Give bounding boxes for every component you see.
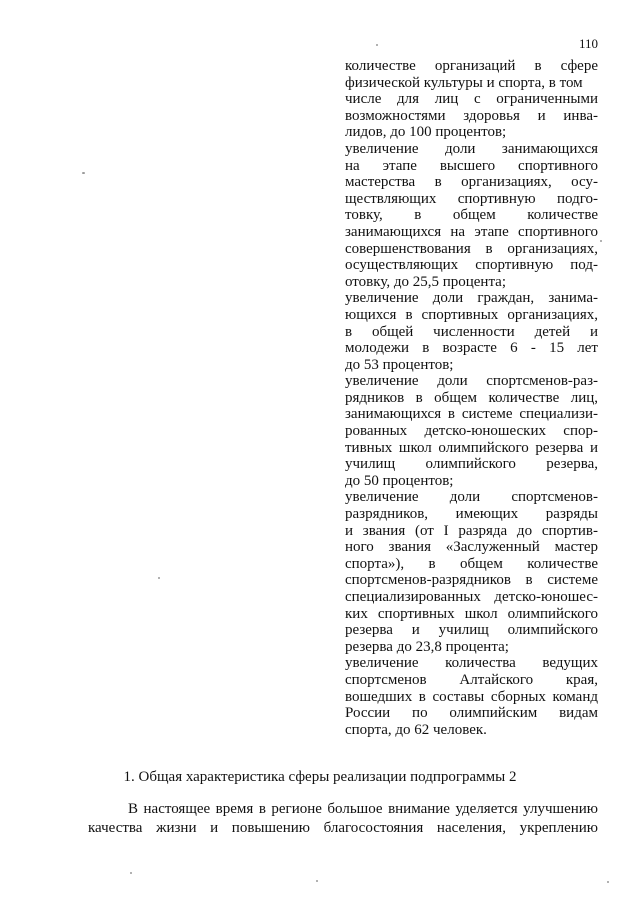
- text-line: занимающихся на этапе спортивного: [345, 223, 598, 240]
- text-line: тивных школ олимпийского резерва и: [345, 439, 598, 456]
- body-paragraph: [88, 800, 598, 838]
- page-number: 110: [578, 36, 598, 51]
- text-line: увеличение доли спортсменов-: [345, 489, 598, 506]
- text-line: России по олимпийским видам: [345, 705, 598, 722]
- text-line: увеличение доли граждан, занима-: [345, 290, 598, 307]
- text-line: рядников в общем количестве лиц,: [345, 389, 598, 406]
- text-line: ких спортивных школ олимпийского: [345, 605, 598, 622]
- text-line: увеличение количества ведущих: [345, 655, 598, 672]
- scan-speck: [158, 577, 160, 579]
- text-line: спортсменов-разрядников в системе: [345, 572, 598, 589]
- scan-speck: [600, 240, 602, 242]
- scan-speck: [130, 872, 132, 874]
- text-line: ющихся в спортивных организациях,: [345, 306, 598, 323]
- right-column-text: [345, 58, 598, 738]
- text-line: и звания (от I разряда до спортив-: [345, 522, 598, 539]
- text-line: физической культуры и спорта, в том: [345, 74, 583, 91]
- scan-speck: [376, 44, 378, 46]
- text-line: молодежи в возрасте 6 - 15 лет: [345, 340, 598, 357]
- text-line: специализированных детско-юношес-: [345, 589, 598, 605]
- text-line: разрядников, имеющих разряды: [345, 506, 598, 523]
- scan-speck: [82, 172, 85, 174]
- text-line: числе для лиц с ограниченными: [345, 91, 598, 108]
- text-line: в общей численности детей и: [345, 323, 598, 340]
- text-line: вошедших в составы сборных команд: [345, 688, 598, 705]
- text-line: ществляющих спортивную подго-: [345, 190, 598, 207]
- text-line: количестве организаций в сфере: [345, 58, 598, 74]
- text-line: резерва и училищ олимпийского: [345, 622, 598, 639]
- text-line: лидов, до 100 процентов;: [345, 124, 507, 141]
- text-line: до 50 процентов;: [345, 472, 454, 489]
- text-line: мастерства в организациях, осу-: [345, 174, 598, 191]
- scan-speck: [316, 880, 318, 882]
- text-line: до 53 процентов;: [345, 356, 454, 373]
- scan-speck: [607, 881, 609, 883]
- text-line: товку, в общем количестве: [345, 207, 598, 224]
- text-line: увеличение доли спортсменов-раз-: [345, 373, 598, 390]
- text-line: занимающихся в системе специализи-: [345, 406, 598, 423]
- text-line: спортсменов Алтайского края,: [345, 671, 598, 688]
- text-line: на этапе высшего спортивного: [345, 157, 598, 174]
- text-line: спорта»), в общем количестве: [345, 555, 598, 572]
- text-line: отовку, до 25,5 процента;: [345, 273, 507, 290]
- text-line: осуществляющих спортивную под-: [345, 257, 598, 274]
- text-line: увеличение доли занимающихся: [345, 140, 598, 157]
- section-heading: 1. Общая характеристика сферы реализации подпрограммы 2: [123, 769, 517, 785]
- body-text-line: качества жизни и повышению благосостояния населения, укреплению: [88, 820, 598, 836]
- body-text-line: В настоящее время в регионе большое внимание уделяется улучшению: [128, 801, 598, 817]
- text-line: рованных детско-юношеских спор-: [345, 423, 598, 440]
- text-line: резерва до 23,8 процента;: [345, 638, 509, 655]
- text-line: ного звания «Заслуженный мастер: [345, 539, 598, 556]
- text-line: возможностями здоровья и инва-: [345, 107, 598, 124]
- text-line: спорта, до 62 человек.: [345, 721, 487, 738]
- text-line: училищ олимпийского резерва,: [345, 456, 598, 473]
- text-line: совершенствования в организациях,: [345, 240, 598, 257]
